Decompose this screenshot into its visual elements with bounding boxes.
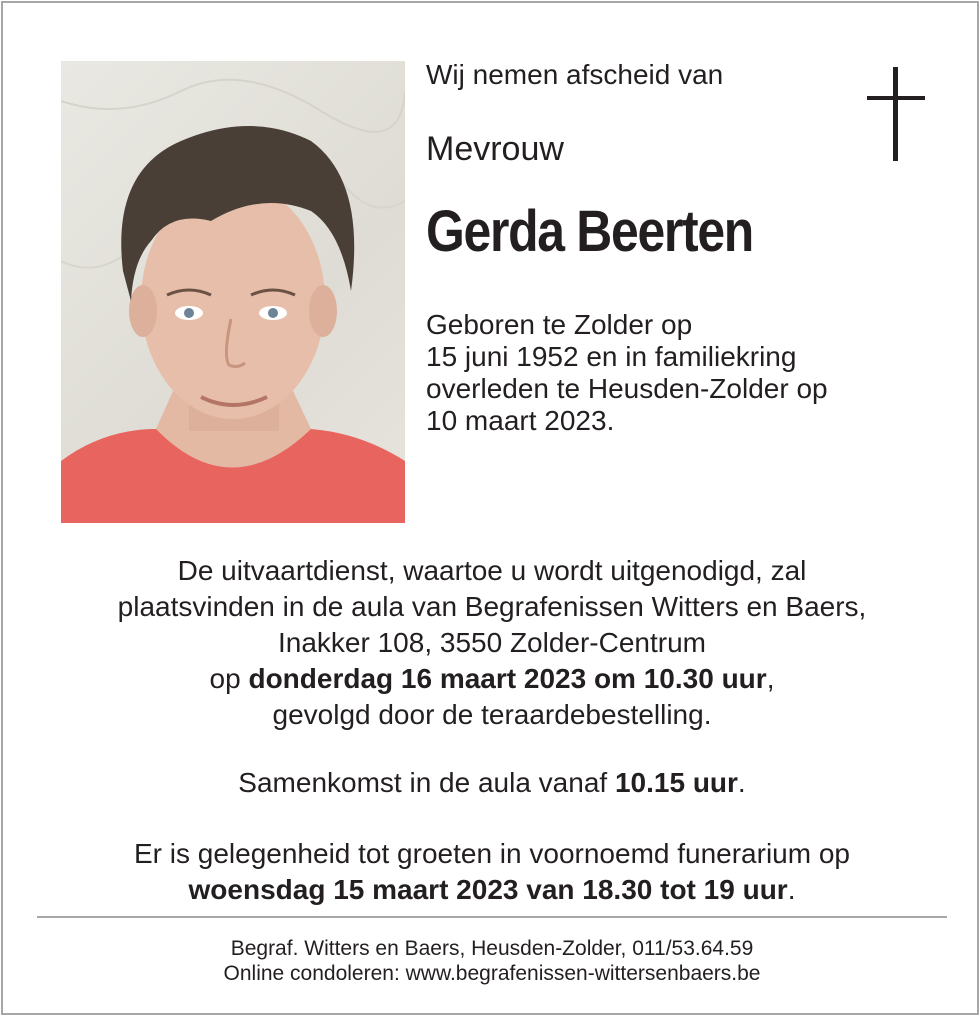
funeral-home-footer: [3, 936, 980, 986]
biography: [426, 309, 828, 437]
visit-date-suffix: .: [787, 874, 796, 905]
portrait-illustration: [61, 61, 405, 523]
service-date: donderdag 16 maart 2023 om 10.30 uur: [248, 663, 767, 694]
visit-date-line: [3, 872, 980, 908]
bio-line: 15 juni 1952 en in familiekring: [426, 341, 797, 372]
funeral-home-contact: Begraf. Witters en Baers, Heusden-Zolder, 011/53.64.59: [230, 937, 754, 960]
gathering-announcement: [3, 765, 980, 801]
gathering-line: [3, 765, 980, 801]
gathering-prefix: Samenkomst in de aula vanaf: [238, 767, 615, 798]
service-line: gevolgd door de teraardebestelling.: [272, 699, 712, 730]
service-date-suffix: ,: [766, 663, 775, 694]
portrait-photo: [61, 61, 405, 523]
service-line: De uitvaartdienst, waartoe u wordt uitgenodigd, zal: [177, 555, 807, 586]
service-date-prefix: op: [209, 663, 249, 694]
service-line: Inakker 108, 3550 Zolder-Centrum: [278, 627, 706, 658]
online-condolence-link[interactable]: Online condoleren: www.begrafenissen-wittersenbaers.be: [223, 962, 761, 985]
bio-line: Geboren te Zolder op: [426, 309, 693, 340]
bio-line: 10 maart 2023.: [426, 405, 615, 436]
divider: [37, 916, 947, 918]
bio-line: overleden te Heusden-Zolder op: [426, 373, 828, 404]
deceased-name: Gerda Beerten: [426, 199, 753, 264]
intro-text: Wij nemen afscheid van: [426, 59, 724, 90]
gathering-time: 10.15 uur: [614, 767, 738, 798]
cross-icon: [867, 67, 925, 161]
visitation-announcement: [3, 836, 980, 908]
visit-date: woensdag 15 maart 2023 van 18.30 tot 19 uur: [188, 874, 788, 905]
service-announcement: [3, 553, 980, 733]
visit-line: Er is gelegenheid tot groeten in voornoemd funerarium op: [134, 838, 850, 869]
gathering-suffix: .: [737, 767, 746, 798]
service-line: plaatsvinden in de aula van Begrafenissen Witters en Baers,: [117, 591, 867, 622]
salutation: Mevrouw: [426, 130, 564, 168]
service-date-line: [3, 661, 980, 697]
obituary-card: [1, 1, 979, 1015]
